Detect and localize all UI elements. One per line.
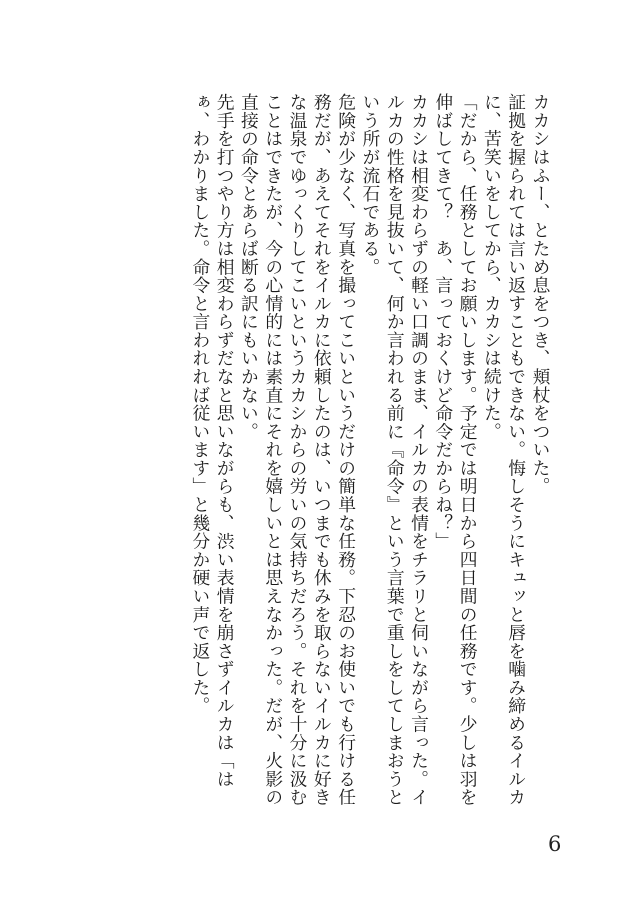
page-number: 6 <box>548 832 562 856</box>
novel-text-body <box>92 93 552 813</box>
paragraph-1: カカシはふー、とため息をつき、頬杖をついた。 <box>530 93 551 496</box>
paragraph-6: 先手を打つやり方は相変わらずだなと思いながらも、渋い表情を崩さずイルカは「はぁ、わかりました。命令と言われれば従います」と幾分か硬い声で返した。 <box>189 93 236 789</box>
paragraph-4: カカシは相変わらずの軽い口調のまま、イルカの表情をチラリと伺いながら言った。イルカの性格を見抜いて、何か言われる前に『命令』という言葉で重しをしてしまおうという所が流石である。 <box>359 93 430 807</box>
paragraph-3: 「だから、任務としてお願いします。予定では明日から四日間の任務です。少しは羽を伸ばしてきて？ あ、言っておくけど命令だからね？」 <box>432 93 479 807</box>
paragraph-2: 証拠を握られては言い返すこともできない。悔しそうにキュッと唇を噛み締めるイルカに、苦笑いをしてから、カカシは続けた。 <box>481 93 527 807</box>
paragraph-5: 危険が少なく、写真を撮ってこいというだけの簡単な任務。下忍のお使いでも行ける任務だが、あえてそれをイルカに依頼したのは、いつまでも休みを取らないイルカに好きな温泉でゆっくりしてこいというカカシからの労いの気持ちだろう。それを十分に汲むことはできたが、今の心情的には素直にそれを嬉しいとは思えなかった。だが、火影の直接の命令とあらば断る訳にもいかない。 <box>238 93 357 807</box>
